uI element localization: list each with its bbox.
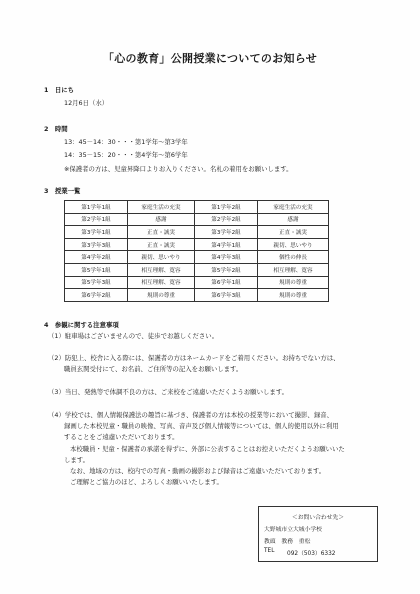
note-line: なお、地域の方は、校内での写真・動画の撮影および録音はご遠慮いただいております。 [70,467,326,476]
class-name-cell: 第5学年3組 [65,276,128,289]
class-name-cell: 第4学年2組 [65,251,128,264]
theme-cell: 正直・誠実 [128,238,195,251]
table-row [65,201,329,214]
theme-cell: 規則の尊重 [258,289,329,302]
class-name-cell: 第1学年2組 [195,201,258,214]
contact-tel-label: TEL [264,548,275,554]
time-heading: 2 時間 [44,125,68,133]
class-name-cell: 第6学年2組 [65,289,128,302]
contact-person: 教頭 教務 重松 [264,539,311,545]
class-name-cell: 第6学年1組 [195,276,258,289]
table-row [65,276,329,289]
class-name-cell: 第4学年3組 [195,251,258,264]
time-line-2: 14：35－15：20・・・第4学年～第6学年 [64,151,188,159]
theme-cell: 感謝 [258,213,329,226]
note-line: 録画した本校児童・職員の映像、写真、音声及び個人情報等については、個人的使用以外に利用 [64,422,339,431]
time-line-1: 13：45－14：30・・・第1学年～第3学年 [64,138,188,146]
class-name-cell: 第4学年1組 [195,238,258,251]
theme-cell: 個性の伸長 [258,251,329,264]
note-line: ご理解とご協力のほど、よろしくお願いいたします。 [70,478,223,487]
theme-cell: 親切、思いやり [258,238,329,251]
document-title: 「心の教育」公開授業についてのお知らせ [102,52,318,65]
class-name-cell: 第5学年2組 [195,263,258,276]
table-row [65,289,329,302]
table-row [65,238,329,251]
theme-cell: 相互理解、寛容 [128,263,195,276]
theme-cell: 親切、思いやり [128,251,195,264]
note-line: 本校職員・児童・保護者の承諾を得ずに、外部に公表することはお控えいただくようお願いいた [70,444,345,453]
note-line: （3）当日、発熱等で体調不良の方は、ご来校をご遠慮いただくようお願いします。 [48,388,289,396]
theme-cell: 規則の尊重 [128,289,195,302]
note-item-2 [48,353,340,375]
note-line: （1）駐車場はございませんので、徒歩でお越しください。 [48,332,219,340]
theme-cell: 規則の尊重 [258,276,329,289]
table-row [65,263,329,276]
note-item-4 [48,410,345,488]
note-item-1 [48,331,218,342]
notes-heading: 4 参観に関する注意事項 [44,321,119,329]
theme-cell: 正直・誠実 [128,226,195,239]
note-item-3 [48,387,288,398]
table-row [65,213,329,226]
contact-heading: ＜お問い合わせ先＞ [291,515,345,521]
class-name-cell: 第3学年2組 [195,226,258,239]
theme-cell: 相互理解、寛容 [128,276,195,289]
theme-cell: 家庭生活の充実 [258,201,329,214]
theme-cell: 家庭生活の充実 [128,201,195,214]
class-name-cell: 第6学年3組 [195,289,258,302]
date-value: 12月6日（水） [64,99,109,107]
note-line: 職員玄関受付にて、お名前、ご住所等の記入をお願いします。 [64,365,243,374]
class-name-cell: 第3学年3組 [65,238,128,251]
schedule-table [64,200,329,302]
theme-cell: 感謝 [128,213,195,226]
class-name-cell: 第5学年1組 [65,263,128,276]
table-row [65,226,329,239]
theme-cell: 相互理解、寛容 [258,263,329,276]
note-line: します。 [64,455,90,464]
note-line: することをご遠慮いただいております。 [64,433,179,442]
theme-cell: 正直・誠実 [258,226,329,239]
contact-box [258,506,378,562]
table-row [65,251,329,264]
class-name-cell: 第2学年1組 [65,213,128,226]
class-name-cell: 第2学年2組 [195,213,258,226]
time-note: ※保護者の方は、児童昇降口よりお入りください。名札の着用をお願いします。 [64,165,293,173]
date-heading: 1 日にち [44,86,75,94]
class-name-cell: 第1学年1組 [65,201,128,214]
schedule-heading: 3 授業一覧 [44,187,81,195]
note-line: （2）防犯上、校舎に入る際には、保護者の方はネームカードをご着用ください。お持ちでない方は、 [48,354,340,362]
contact-school: 大野城市立大城小学校 [264,527,322,533]
contact-tel: 092（503）6332 [287,551,336,557]
class-name-cell: 第3学年1組 [65,226,128,239]
note-line: （4）学校では、個人情報保護法の趣旨に基づき、保護者の方は本校の授業等において撮影、録音、 [48,411,333,419]
